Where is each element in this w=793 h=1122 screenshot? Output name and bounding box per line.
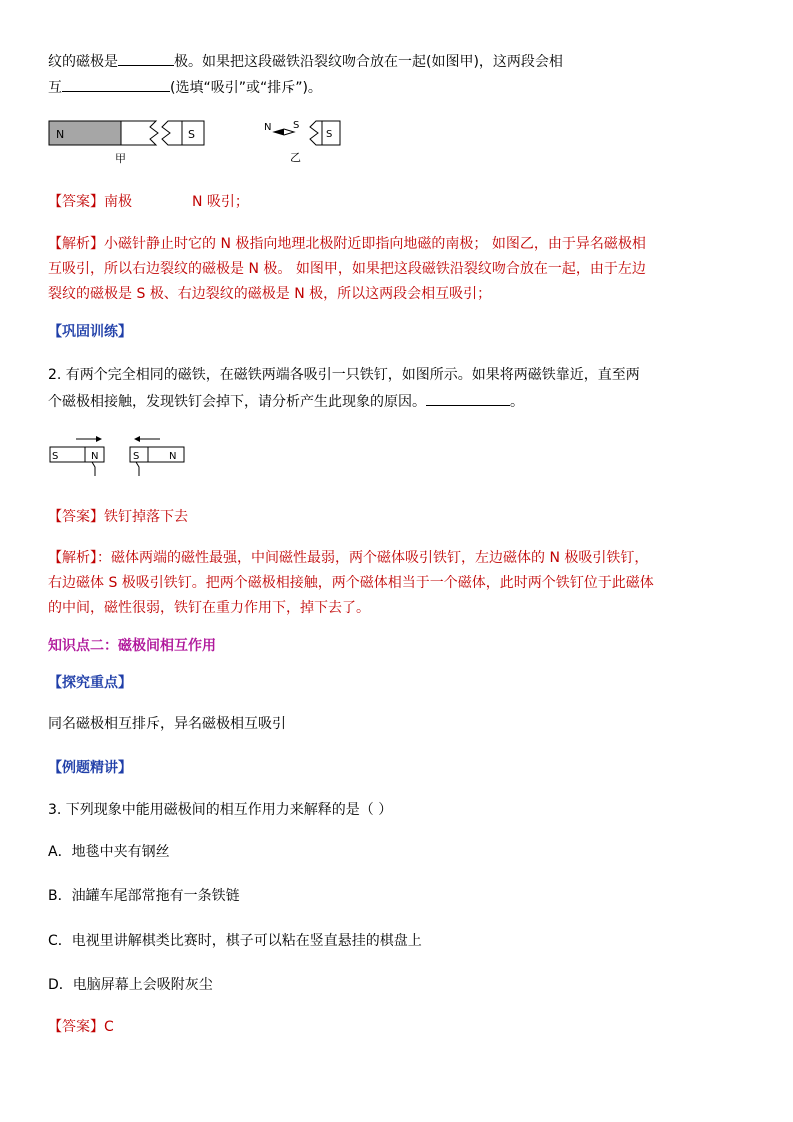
q2-answer xyxy=(48,508,188,526)
section-consolidate: 【巩固训练】 xyxy=(48,324,132,340)
q1-analysis-line-2: 互吸引，所以右边裂纹的磁极是 N 极。 如图甲，如果把这段磁铁沿裂纹吻合放在一起，由于左边 xyxy=(48,261,646,277)
explore-text: 同名磁极相互排斥，异名磁极相互吸引 xyxy=(48,716,286,732)
knowledge-point-title: 知识点二：磁极间相互作用 xyxy=(48,638,216,654)
analysis-text: ：磁体两端的磁性最强，中间磁性最弱，两个磁体吸引铁钉，左边磁体的 N 极吸引铁钉， xyxy=(97,550,649,566)
q1-text: (选填“吸引”或“排斥”)。 xyxy=(170,80,322,96)
q2-line-1: 2. 有两个完全相同的磁铁，在磁铁两端各吸引一只铁钉，如图所示。如果将两磁铁靠近，直至两 xyxy=(48,367,640,383)
q1-analysis-line-3: 裂纹的磁极是 S 极、右边裂纹的磁极是 N 极，所以这两段会相互吸引； xyxy=(48,286,492,302)
fig-yi-s-label: S xyxy=(293,120,300,131)
q1-blank-1[interactable] xyxy=(118,51,174,66)
q2-analysis-line-2: 右边磁体 S 极吸引铁钉。把两个磁极相接触，两个磁体相当于一个磁体，此时两个铁钉位于此磁体 xyxy=(48,575,654,591)
fig-yi-n-label: N xyxy=(264,122,272,133)
answer-label: 【答案】 xyxy=(48,1019,104,1035)
q3-answer xyxy=(48,1018,114,1036)
explore-label: 【探究重点】 xyxy=(48,675,132,691)
analysis-label: 【解析】 xyxy=(48,236,104,252)
q1-text: 互 xyxy=(48,80,62,96)
answer-text: 铁钉掉落下去 xyxy=(104,509,188,525)
fig-yi-s2-label: S xyxy=(326,129,333,140)
q1-text: 极。如果把这段磁铁沿裂纹吻合放在一起(如图甲)，这两段会相 xyxy=(174,54,563,70)
fig-jia-caption: 甲 xyxy=(115,152,126,165)
arrow-left-icon xyxy=(134,436,140,442)
q3-option-d[interactable]: D．电脑屏幕上会吸附灰尘 xyxy=(48,977,213,993)
magnet-crack-piece xyxy=(310,121,340,145)
answer-text: 南极 xyxy=(104,194,132,210)
magnet-2-s-label: S xyxy=(133,451,140,462)
magnet-1-n-label: N xyxy=(91,451,99,462)
analysis-label: 【解析】 xyxy=(48,550,97,566)
q2-analysis-line-3: 的中间，磁性很弱，铁钉在重力作用下，掉下去了。 xyxy=(48,600,370,616)
q1-line-2 xyxy=(48,77,322,97)
q1-line-1 xyxy=(48,51,563,71)
answer-label: 【答案】 xyxy=(48,194,104,210)
fig-yi-caption: 乙 xyxy=(290,151,301,164)
figure-yi xyxy=(262,114,352,170)
q3-stem: 3. 下列现象中能用磁极间的相互作用力来解释的是（ ） xyxy=(48,802,393,818)
q2-line-2 xyxy=(48,391,524,411)
q3-option-c[interactable]: C．电视里讲解棋类比赛时，棋子可以粘在竖直悬挂的棋盘上 xyxy=(48,933,422,949)
fig-jia-s-label: S xyxy=(188,128,195,141)
magnet-right-crack xyxy=(162,121,182,145)
q3-option-a[interactable]: A．地毯中夹有钢丝 xyxy=(48,844,170,860)
q2-analysis-line-1 xyxy=(48,549,648,567)
example-label: 【例题精讲】 xyxy=(48,760,132,776)
figure-q2-magnets xyxy=(48,432,188,496)
q3-option-b[interactable]: B．油罐车尾部常拖有一条铁链 xyxy=(48,888,240,904)
answer-text: N 吸引； xyxy=(192,194,249,210)
magnet-2-n-label: N xyxy=(169,451,177,462)
magnet-left-crack xyxy=(121,121,158,145)
q2-blank[interactable] xyxy=(426,391,510,406)
figure-jia xyxy=(48,118,208,172)
q1-answer xyxy=(48,193,249,211)
q1-blank-2[interactable] xyxy=(62,77,170,92)
analysis-text: 小磁针静止时它的 N 极指向地理北极附近即指向地磁的南极； 如图乙，由于异名磁极相 xyxy=(104,236,646,252)
arrow-right-icon xyxy=(96,436,102,442)
q1-analysis-line-1 xyxy=(48,235,646,253)
q1-text: 纹的磁极是 xyxy=(48,54,118,70)
answer-label: 【答案】 xyxy=(48,509,104,525)
fig-jia-n-label: N xyxy=(56,128,65,141)
compass-needle-n xyxy=(274,129,284,135)
magnet-1-s-label: S xyxy=(52,451,59,462)
nail-2 xyxy=(136,462,139,476)
nail-1 xyxy=(92,462,95,476)
q2-text: 。 xyxy=(510,394,524,410)
answer-text: C xyxy=(104,1019,114,1035)
q2-text: 个磁极相接触，发现铁钉会掉下，请分析产生此现象的原因。 xyxy=(48,394,426,410)
